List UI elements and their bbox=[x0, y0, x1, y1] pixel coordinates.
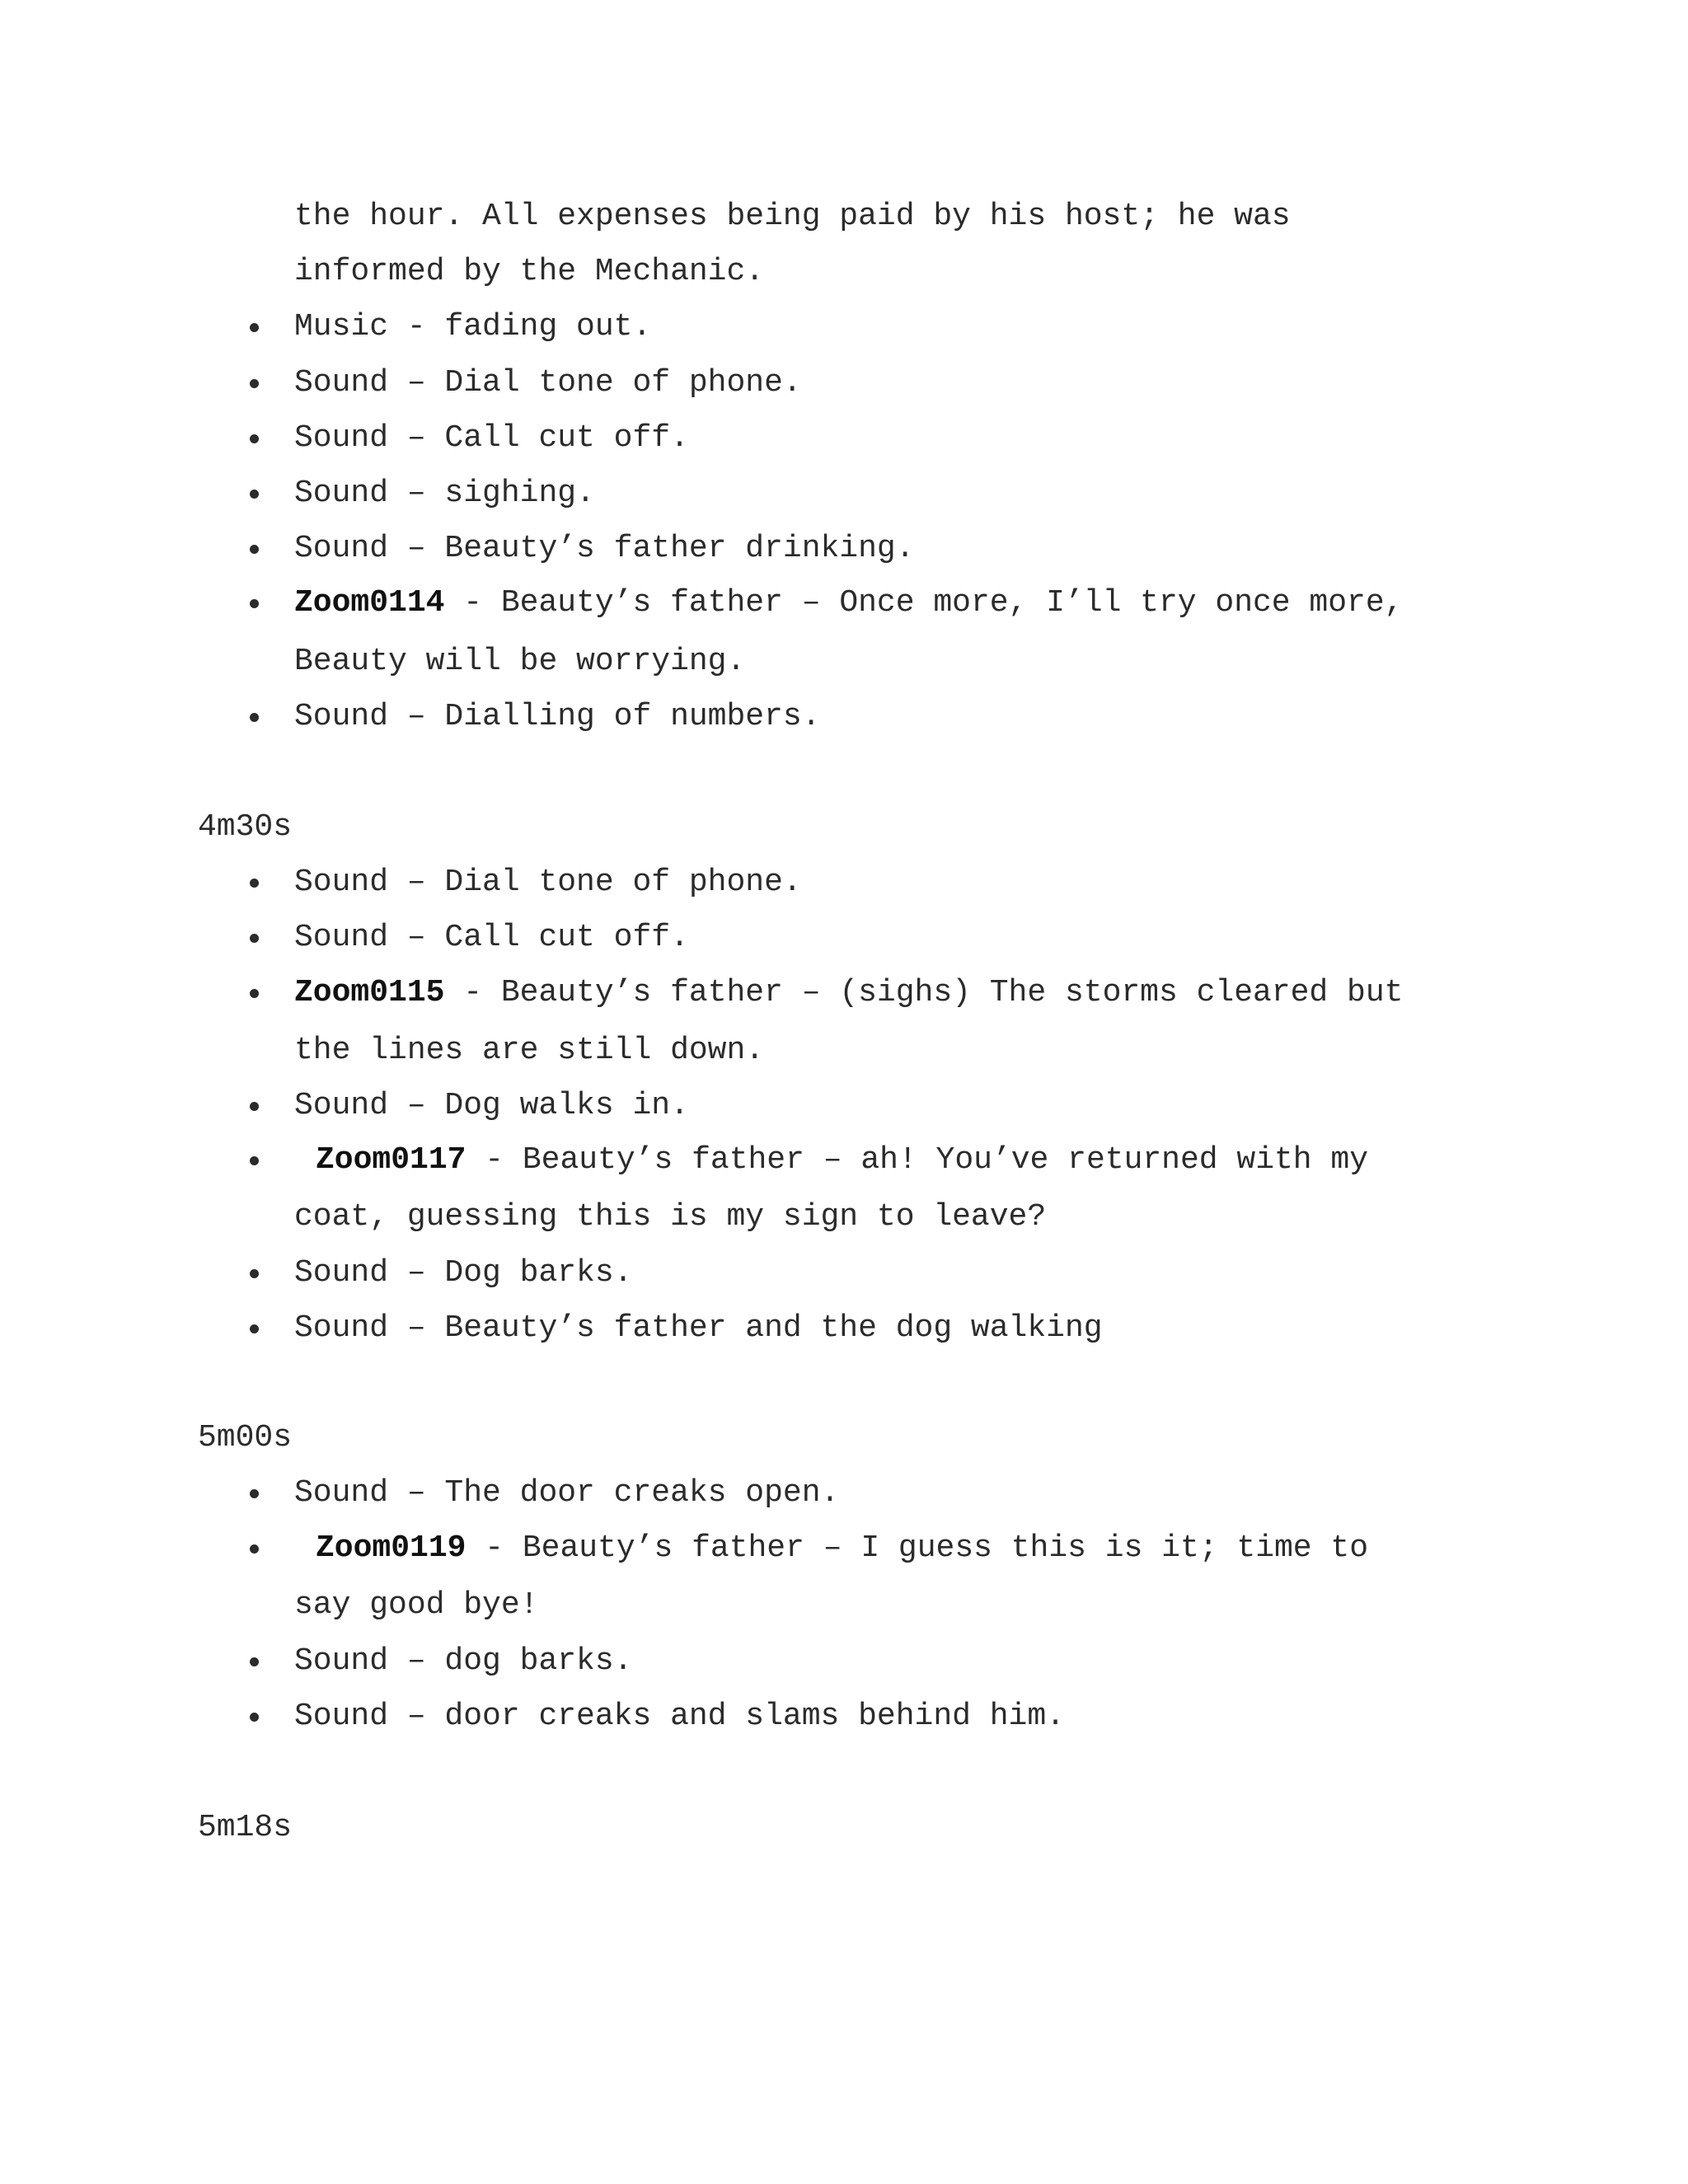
bullet-icon bbox=[248, 490, 265, 506]
timestamp: 5m00s bbox=[198, 1420, 293, 1455]
list-item: Music - fading out. bbox=[294, 309, 652, 344]
bullet-icon bbox=[248, 1102, 265, 1118]
list-item: Sound – dog barks. bbox=[294, 1643, 633, 1679]
list-item: Sound – Dog walks in. bbox=[294, 1088, 689, 1123]
list-item: Sound – sighing. bbox=[294, 476, 595, 511]
list-item: Sound – Call cut off. bbox=[294, 920, 689, 955]
list-item: Sound – Dog barks. bbox=[294, 1255, 633, 1291]
clip-code: Zoom0119 bbox=[316, 1530, 467, 1566]
bullet-icon bbox=[248, 1544, 265, 1561]
intro-line: informed by the Mechanic. bbox=[294, 254, 765, 289]
bullet-icon bbox=[248, 599, 265, 616]
list-item: Sound – Dial tone of phone. bbox=[294, 365, 802, 401]
list-item: Sound – door creaks and slams behind him. bbox=[294, 1699, 1065, 1734]
intro-line: the hour. All expenses being paid by his host; he was bbox=[294, 199, 1291, 234]
bullet-icon bbox=[248, 879, 265, 895]
list-item: Sound – The door creaks open. bbox=[294, 1475, 840, 1511]
list-item: Sound – Call cut off. bbox=[294, 420, 689, 456]
bullet-icon bbox=[248, 1156, 265, 1173]
list-item-continuation: coat, guessing this is my sign to leave? bbox=[294, 1199, 1047, 1235]
dialogue-text: - Beauty’s father – (sighs) The storms cleared but bbox=[444, 975, 1404, 1010]
list-item bbox=[316, 1530, 1369, 1566]
bullet-icon bbox=[248, 1657, 265, 1674]
clip-code: Zoom0117 bbox=[316, 1142, 467, 1178]
list-item-continuation: say good bye! bbox=[294, 1587, 539, 1623]
list-item bbox=[294, 585, 1404, 621]
bullet-icon bbox=[248, 1269, 265, 1286]
clip-code: Zoom0114 bbox=[294, 585, 445, 621]
list-item: Sound – Dialling of numbers. bbox=[294, 699, 821, 734]
list-item: Sound – Beauty’s father and the dog walking bbox=[294, 1310, 1103, 1346]
list-item: Sound – Beauty’s father drinking. bbox=[294, 531, 915, 566]
bullet-icon bbox=[248, 323, 265, 340]
bullet-icon bbox=[248, 713, 265, 729]
list-item bbox=[294, 977, 1403, 1009]
list-item-continuation: the lines are still down. bbox=[294, 1033, 765, 1068]
bullet-icon bbox=[248, 1489, 265, 1506]
list-item-continuation: Beauty will be worrying. bbox=[294, 644, 746, 679]
list-item bbox=[316, 1142, 1369, 1178]
bullet-icon bbox=[248, 434, 265, 451]
bullet-icon bbox=[248, 934, 265, 950]
bullet-icon bbox=[248, 545, 265, 561]
list-item: Sound – Dial tone of phone. bbox=[294, 865, 802, 900]
dialogue-text: - Beauty’s father – I guess this is it; time to bbox=[466, 1530, 1369, 1566]
dialogue-text: - Beauty’s father – ah! You’ve returned with my bbox=[466, 1142, 1369, 1178]
bullet-icon bbox=[248, 379, 265, 396]
clip-code: Zoom0115 bbox=[294, 975, 445, 1010]
bullet-icon bbox=[248, 1713, 265, 1729]
bullet-icon bbox=[248, 1324, 265, 1341]
timestamp: 4m30s bbox=[198, 809, 293, 845]
bullet-icon bbox=[248, 989, 265, 1005]
dialogue-text: - Beauty’s father – Once more, I’ll try once more, bbox=[444, 585, 1404, 621]
timestamp: 5m18s bbox=[198, 1810, 293, 1845]
